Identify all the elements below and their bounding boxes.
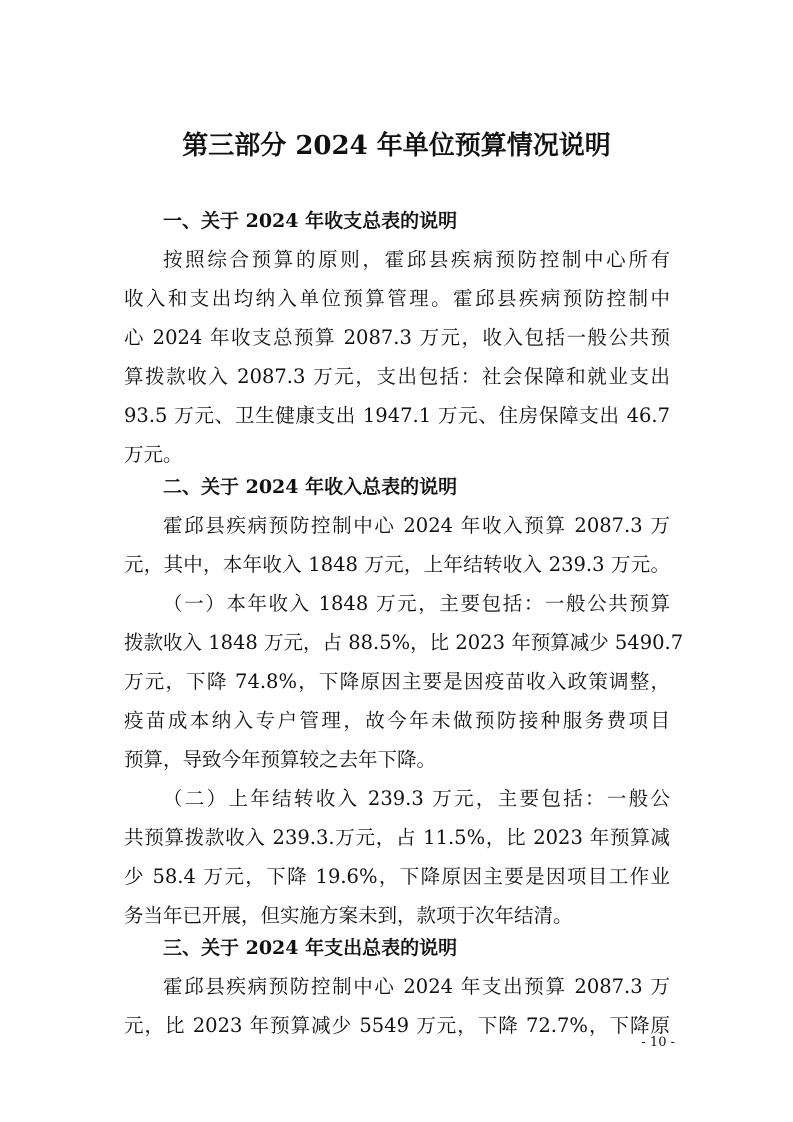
paragraph-line: （二）上年结转收入 239.3 万元，主要包括：一般公 — [163, 787, 670, 810]
paragraph-line: 疫苗成本纳入专户管理，故今年未做预防接种服务费项目 — [124, 709, 670, 732]
paragraph-line: （一）本年收入 1848 万元，主要包括：一般公共预算 — [163, 592, 670, 615]
paragraph-line: 元，比 2023 年预算减少 5549 万元，下降 72.7%，下降原 — [124, 1014, 670, 1037]
paragraph-line: 拨款收入 1848 万元，占 88.5%，比 2023 年预算减少 5490.7 — [124, 631, 684, 654]
paragraph-line: 务当年已开展，但实施方案未到，款项于次年结清。 — [124, 904, 573, 927]
paragraph-line: 算拨款收入 2087.3 万元，支出包括：社会保障和就业支出 — [124, 365, 670, 388]
paragraph-line: 霍邱县疾病预防控制中心 2024 年收入预算 2087.3 万 — [163, 514, 670, 537]
page-number: - 10 - — [641, 1035, 675, 1050]
page-title: 第三部分 2024 年单位预算情况说明 — [182, 131, 611, 161]
paragraph-line: 共预算拨款收入 239.3.万元，占 11.5%，比 2023 年预算减 — [124, 826, 670, 849]
paragraph-line: 预算，导致今年预算较之去年下降。 — [124, 748, 437, 771]
paragraph-line: 93.5 万元、卫生健康支出 1947.1 万元、住房保障支出 46.7 — [124, 404, 670, 427]
paragraph-line: 收入和支出均纳入单位预算管理。霍邱县疾病预防控制中 — [124, 287, 670, 310]
section-heading: 一、关于 2024 年收支总表的说明 — [163, 210, 458, 232]
section-heading: 三、关于 2024 年支出总表的说明 — [163, 937, 458, 959]
paragraph-line: 万元，下降 74.8%，下降原因主要是因疫苗收入政策调整， — [124, 670, 670, 693]
paragraph-line: 元，其中，本年收入 1848 万元，上年结转收入 239.3 万元。 — [124, 553, 670, 576]
paragraph-line: 少 58.4 万元，下降 19.6%，下降原因主要是因项目工作业 — [124, 865, 670, 888]
section-heading: 二、关于 2024 年收入总表的说明 — [163, 476, 458, 498]
paragraph-line: 万元。 — [124, 443, 183, 466]
paragraph-line: 按照综合预算的原则，霍邱县疾病预防控制中心所有 — [163, 248, 670, 271]
paragraph-line: 心 2024 年收支总预算 2087.3 万元，收入包括一般公共预 — [124, 326, 670, 349]
paragraph-line: 霍邱县疾病预防控制中心 2024 年支出预算 2087.3 万 — [163, 975, 670, 998]
